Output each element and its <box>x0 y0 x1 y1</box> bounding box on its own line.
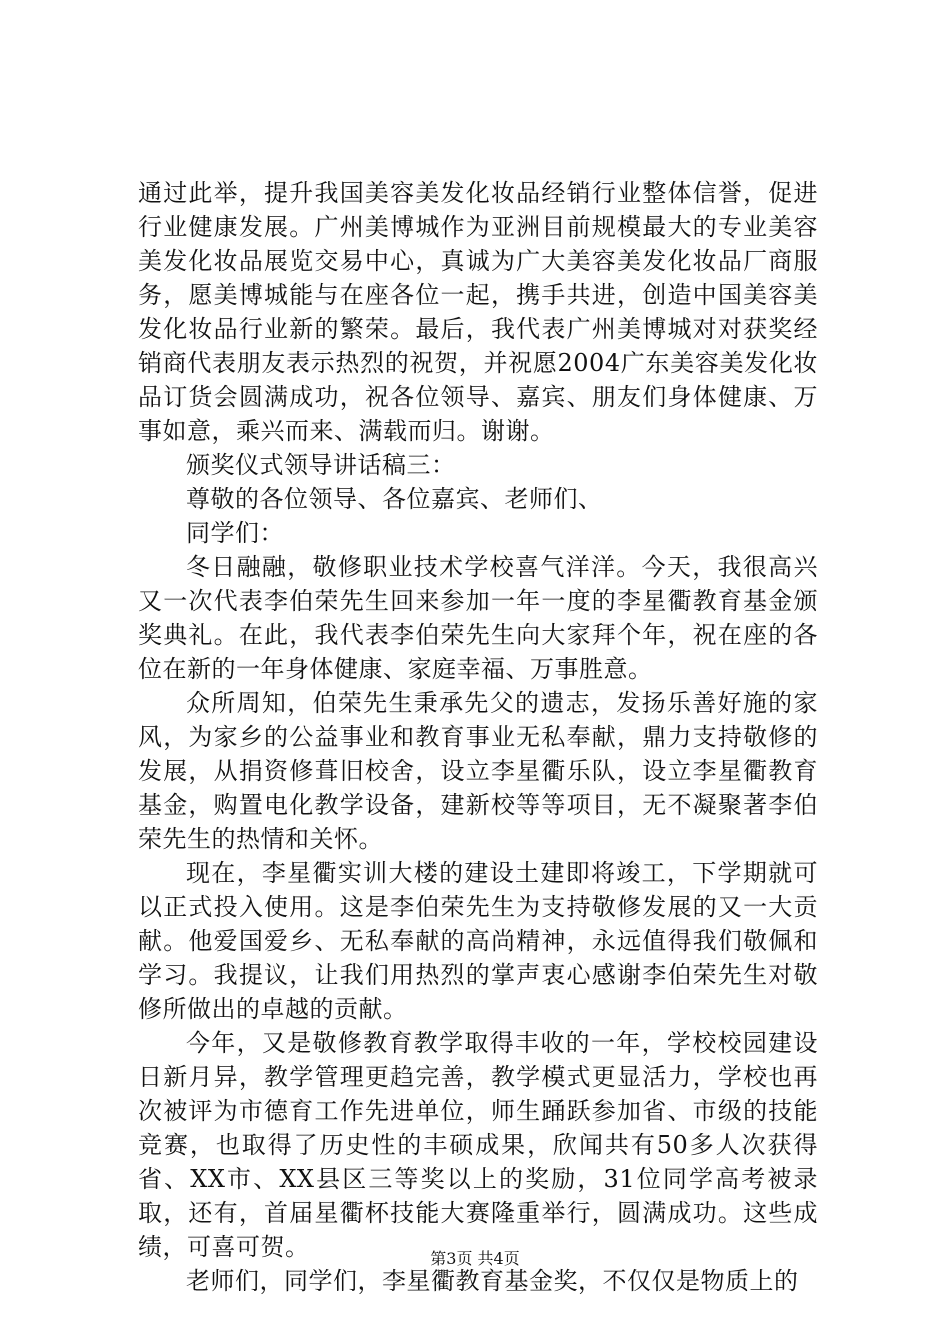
paragraph-2: 颁奖仪式领导讲话稿三： <box>186 451 456 479</box>
page-number-footer: 第3页 共4页 <box>430 1249 520 1268</box>
paragraph-3: 尊敬的各位领导、各位嘉宾、老师们、 <box>186 485 603 513</box>
paragraph-6: 众所周知，伯荣先生秉承先父的遗志，发扬乐善好施的家风，为家乡的公益事业和教育事业无私奉献，鼎力支持敬修的发展，从捐资修葺旧校舍，设立李星衢乐队，设立李星衢教育基金，购置电化教学设备，建新校等等项目，无不凝聚著李伯荣先生的热情和关怀。 <box>138 689 818 853</box>
paragraph-8: 今年，又是敬修教育教学取得丰收的一年，学校校园建设日新月异，教学管理更趋完善，教学模式更显活力，学校也再次被评为市德育工作先进单位，师生踊跃参加省、市级的技能竞赛，也取得了历史性的丰硕成果，欣闻共有50多人次获得省、XX市、XX县区三等奖以上的奖励，31位同学高考被录取，还有，首届星衢杯技能大赛隆重举行，圆满成功。这些成绩，可喜可贺。 <box>138 1029 818 1261</box>
paragraph-7: 现在，李星衢实训大楼的建设土建即将竣工，下学期就可以正式投入使用。这是李伯荣先生为支持敬修发展的又一大贡献。他爱国爱乡、无私奉献的高尚精神，永远值得我们敬佩和学习。我提议，让我们用热烈的掌声衷心感谢李伯荣先生对敬修所做出的卓越的贡献。 <box>138 859 818 1023</box>
paragraph-9: 老师们，同学们，李星衢教育基金奖，不仅仅是物质上的 <box>186 1267 799 1295</box>
document-body <box>138 176 818 1298</box>
paragraph-1: 通过此举，提升我国美容美发化妆品经销行业整体信誉，促进行业健康发展。广州美博城作为亚洲目前规模最大的专业美容美发化妆品展览交易中心，真诚为广大美容美发化妆品厂商服务，愿美博城能与在座各位一起，携手共进，创造中国美容美发化妆品行业新的繁荣。最后，我代表广州美博城对对获奖经销商代表朋友表示热烈的祝贺，并祝愿2004广东美容美发化妆品订货会圆满成功，祝各位领导、嘉宾、朋友们身体健康、万事如意，乘兴而来、满载而归。谢谢。 <box>138 179 818 445</box>
paragraph-4: 同学们： <box>186 519 284 547</box>
paragraph-5: 冬日融融，敬修职业技术学校喜气洋洋。今天，我很高兴又一次代表李伯荣先生回来参加一年一度的李星衢教育基金颁奖典礼。在此，我代表李伯荣先生向大家拜个年，祝在座的各位在新的一年身体健康、家庭幸福、万事胜意。 <box>138 553 818 683</box>
